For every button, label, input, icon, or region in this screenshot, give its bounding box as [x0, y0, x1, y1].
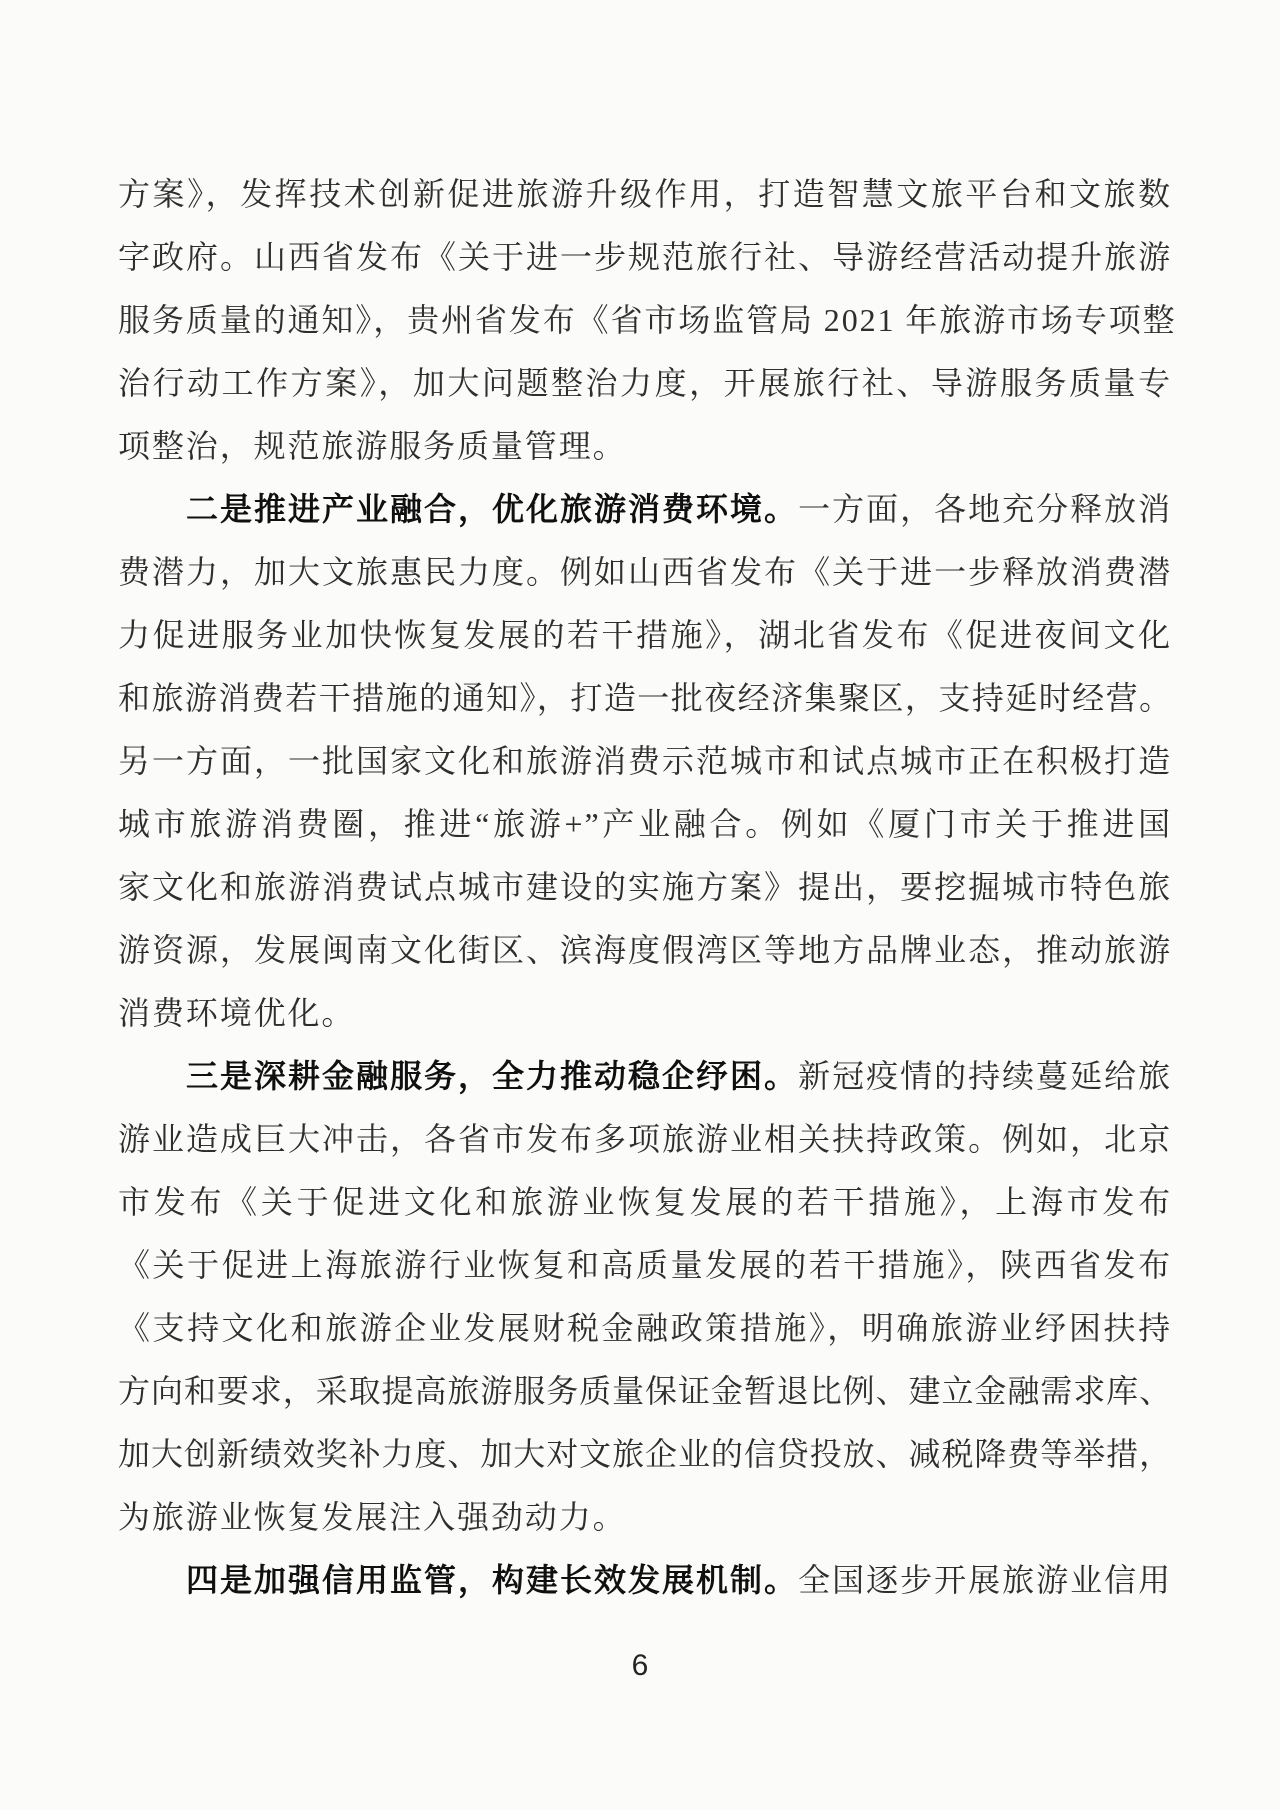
- text-line: [118, 352, 1172, 415]
- text-line: [118, 1171, 1172, 1234]
- text-line: [118, 793, 1172, 856]
- text-line: [118, 730, 1172, 793]
- text-line: [118, 1045, 1172, 1108]
- text-line: [118, 226, 1172, 289]
- line-text: 全国逐步开展旅游业信用: [798, 1562, 1172, 1598]
- line-text: 游资源，发展闽南文化街区、滨海度假湾区等地方品牌业态，推动旅游: [118, 932, 1172, 968]
- text-line: [118, 478, 1172, 541]
- paragraph-lead-bold: 四是加强信用监管，构建长效发展机制。: [186, 1562, 799, 1598]
- line-text: 消费环境优化。: [118, 995, 356, 1031]
- paragraph: [118, 1045, 1172, 1549]
- paragraph-lead-bold: 二是推进产业融合，优化旅游消费环境。: [186, 491, 799, 527]
- line-text: 城市旅游消费圈，推进“旅游+”产业融合。例如《厦门市关于推进国: [118, 806, 1172, 842]
- text-column: [118, 163, 1177, 1612]
- text-line: [118, 541, 1172, 604]
- line-text: 新冠疫情的持续蔓延给旅: [798, 1058, 1172, 1094]
- text-line: [118, 163, 1172, 226]
- paragraph: [118, 1549, 1172, 1612]
- line-text: 家文化和旅游消费试点城市建设的实施方案》提出，要挖掘城市特色旅: [118, 869, 1172, 905]
- line-text: 项整治，规范旅游服务质量管理。: [118, 428, 627, 464]
- line-text: 一方面，各地充分释放消: [798, 491, 1172, 527]
- text-line: [118, 289, 1177, 352]
- text-line: [118, 667, 1172, 730]
- text-line: [118, 982, 1172, 1045]
- line-text: 和旅游消费若干措施的通知》，打造一批夜经济集聚区，支持延时经营。: [118, 680, 1172, 716]
- line-text: 另一方面，一批国家文化和旅游消费示范城市和试点城市正在积极打造: [118, 743, 1172, 779]
- line-text: 市发布《关于促进文化和旅游业恢复发展的若干措施》，上海市发布: [118, 1184, 1172, 1220]
- line-text: 字政府。山西省发布《关于进一步规范旅行社、导游经营活动提升旅游: [118, 239, 1172, 275]
- text-line: [118, 1549, 1172, 1612]
- line-text: 加大创新绩效奖补力度、加大对文旅企业的信贷投放、减税降费等举措，: [118, 1436, 1172, 1472]
- line-text: 服务质量的通知》，贵州省发布《省市场监管局 2021 年旅游市场专项整: [118, 302, 1177, 338]
- line-text: 《关于促进上海旅游行业恢复和高质量发展的若干措施》，陕西省发布: [118, 1247, 1172, 1283]
- text-line: [118, 856, 1172, 919]
- line-text: 力促进服务业加快恢复发展的若干措施》，湖北省发布《促进夜间文化: [118, 617, 1172, 653]
- line-text: 为旅游业恢复发展注入强劲动力。: [118, 1499, 627, 1535]
- paragraph: [118, 163, 1177, 478]
- text-line: [118, 1234, 1172, 1297]
- text-line: [118, 1297, 1172, 1360]
- text-line: [118, 1360, 1172, 1423]
- text-line: [118, 1108, 1172, 1171]
- text-line: [118, 415, 1172, 478]
- paragraph-lead-bold: 三是深耕金融服务，全力推动稳企纾困。: [186, 1058, 799, 1094]
- text-line: [118, 1486, 1172, 1549]
- line-text: 方向和要求，采取提高旅游服务质量保证金暂退比例、建立金融需求库、: [118, 1373, 1172, 1409]
- line-text: 治行动工作方案》，加大问题整治力度，开展旅行社、导游服务质量专: [118, 365, 1172, 401]
- text-line: [118, 919, 1172, 982]
- page-number: 6: [631, 1649, 649, 1682]
- text-line: [118, 604, 1172, 667]
- paragraph: [118, 478, 1172, 1045]
- line-text: 《支持文化和旅游企业发展财税金融政策措施》，明确旅游业纾困扶持: [118, 1310, 1172, 1346]
- text-line: [118, 1423, 1172, 1486]
- line-text: 费潜力，加大文旅惠民力度。例如山西省发布《关于进一步释放消费潜: [118, 554, 1172, 590]
- line-text: 游业造成巨大冲击，各省市发布多项旅游业相关扶持政策。例如，北京: [118, 1121, 1172, 1157]
- line-text: 方案》，发挥技术创新促进旅游升级作用，打造智慧文旅平台和文旅数: [118, 176, 1172, 212]
